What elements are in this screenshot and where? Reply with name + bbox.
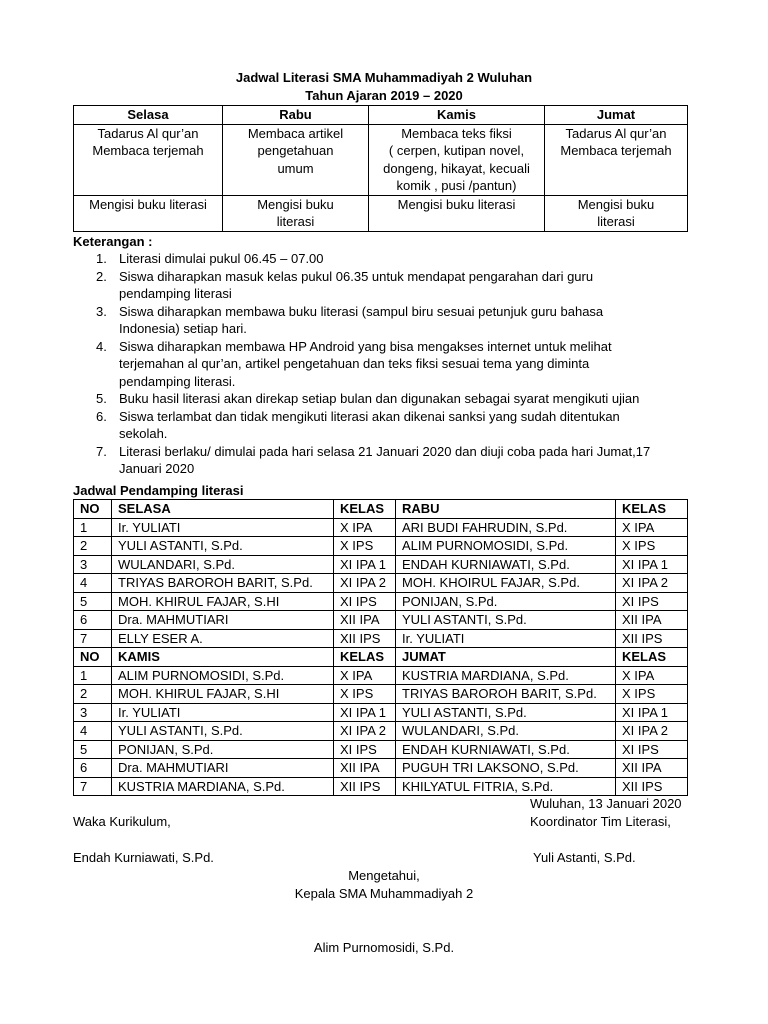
activity-cell bbox=[74, 124, 223, 195]
table-cell: XII IPS bbox=[334, 629, 396, 648]
activity-line: Tadarus Al qur’an bbox=[565, 125, 667, 141]
activity-line: literasi bbox=[597, 214, 635, 229]
table-row bbox=[74, 518, 688, 537]
table-cell: KHILYATUL FITRIA, S.Pd. bbox=[396, 777, 616, 796]
right-signer-name: Yuli Astanti, S.Pd. bbox=[533, 850, 636, 865]
column-header: RABU bbox=[396, 500, 616, 519]
schedule-activity-row bbox=[74, 195, 688, 231]
notes-heading: Keterangan : bbox=[73, 234, 153, 249]
table-cell: Dra. MAHMUTIARI bbox=[112, 611, 334, 630]
table-cell: 6 bbox=[74, 611, 112, 630]
table-cell: 6 bbox=[74, 759, 112, 778]
note-line: Buku hasil literasi akan direkap setiap bulan dan digunakan sebagai syarat mengikuti ujian bbox=[119, 391, 640, 406]
day-header: Jumat bbox=[545, 106, 688, 125]
notes-list bbox=[96, 250, 710, 478]
table-row bbox=[74, 740, 688, 759]
table-cell: X IPS bbox=[334, 537, 396, 556]
note-line: Januari 2020 bbox=[119, 461, 195, 476]
table-cell: X IPS bbox=[616, 537, 688, 556]
table-cell: ENDAH KURNIAWATI, S.Pd. bbox=[396, 740, 616, 759]
table-cell: KUSTRIA MARDIANA, S.Pd. bbox=[396, 666, 616, 685]
table-cell: Ir. YULIATI bbox=[396, 629, 616, 648]
table-cell: ARI BUDI FAHRUDIN, S.Pd. bbox=[396, 518, 616, 537]
table-cell: XI IPA 1 bbox=[334, 703, 396, 722]
column-header: KELAS bbox=[616, 500, 688, 519]
table-header-row bbox=[74, 648, 688, 667]
activity-line: dongeng, hikayat, kecuali bbox=[383, 160, 530, 176]
column-header: SELASA bbox=[112, 500, 334, 519]
table-cell: XI IPA 2 bbox=[334, 722, 396, 741]
principal-name: Alim Purnomosidi, S.Pd. bbox=[313, 940, 455, 955]
table-cell: KUSTRIA MARDIANA, S.Pd. bbox=[112, 777, 334, 796]
left-signer-name: Endah Kurniawati, S.Pd. bbox=[73, 850, 214, 865]
table-cell: X IPA bbox=[334, 666, 396, 685]
column-header: KELAS bbox=[334, 500, 396, 519]
table-cell: YULI ASTANTI, S.Pd. bbox=[396, 703, 616, 722]
table-cell: X IPA bbox=[616, 518, 688, 537]
activity-line: Membaca teks fiksi bbox=[401, 125, 512, 141]
table-cell: XI IPA 2 bbox=[616, 722, 688, 741]
principal-role: Kepala SMA Muhammadiyah 2 bbox=[294, 886, 474, 901]
table-cell: YULI ASTANTI, S.Pd. bbox=[396, 611, 616, 630]
table-cell: XII IPA bbox=[334, 759, 396, 778]
column-header: JUMAT bbox=[396, 648, 616, 667]
note-line: pendamping literasi. bbox=[119, 373, 236, 389]
table-cell: YULI ASTANTI, S.Pd. bbox=[112, 722, 334, 741]
note-number: 1. bbox=[96, 251, 107, 266]
activity-cell bbox=[223, 124, 369, 195]
table-row bbox=[74, 629, 688, 648]
schedule-header-row bbox=[74, 106, 688, 125]
note-line: Siswa diharapkan membawa buku literasi (sampul biru sesuai petunjuk guru bahasa bbox=[119, 303, 604, 319]
schedule-activity-row bbox=[74, 124, 688, 195]
activity-line: Membaca terjemah bbox=[92, 143, 204, 158]
table-cell: 1 bbox=[74, 518, 112, 537]
table-cell: TRIYAS BAROROH BARIT, S.Pd. bbox=[396, 685, 616, 704]
table-cell: XI IPA 1 bbox=[616, 703, 688, 722]
right-signer-role: Koordinator Tim Literasi, bbox=[530, 814, 671, 829]
table-cell: 5 bbox=[74, 592, 112, 611]
table-cell: 4 bbox=[74, 574, 112, 593]
table-cell: TRIYAS BAROROH BARIT, S.Pd. bbox=[112, 574, 334, 593]
table-cell: MOH. KHIRUL FAJAR, S.HI bbox=[112, 685, 334, 704]
table-cell: 7 bbox=[74, 777, 112, 796]
activity-cell bbox=[74, 195, 223, 231]
table-cell: ALIM PURNOMOSIDI, S.Pd. bbox=[112, 666, 334, 685]
note-number: 2. bbox=[96, 268, 107, 284]
note-item bbox=[96, 390, 710, 408]
activity-cell bbox=[369, 124, 545, 195]
activity-line: Membaca terjemah bbox=[560, 143, 672, 158]
table-cell: 3 bbox=[74, 555, 112, 574]
activity-line: komik , pusi /pantun) bbox=[396, 178, 517, 193]
table-cell: PONIJAN, S.Pd. bbox=[112, 740, 334, 759]
acknowledged-label: Mengetahui, bbox=[348, 868, 420, 883]
activity-line: pengetahuan bbox=[257, 143, 334, 158]
table-cell: XI IPS bbox=[616, 740, 688, 759]
activity-cell bbox=[369, 195, 545, 231]
note-item bbox=[96, 408, 710, 443]
companion-schedule-table bbox=[73, 499, 688, 796]
table-row bbox=[74, 592, 688, 611]
note-number: 5. bbox=[96, 391, 107, 406]
activity-cell bbox=[223, 195, 369, 231]
table-cell: X IPA bbox=[334, 518, 396, 537]
table-cell: MOH. KHOIRUL FAJAR, S.Pd. bbox=[396, 574, 616, 593]
table-cell: YULI ASTANTI, S.Pd. bbox=[112, 537, 334, 556]
table-cell: Ir. YULIATI bbox=[112, 703, 334, 722]
activity-line: umum bbox=[277, 160, 314, 176]
table-cell: ELLY ESER A. bbox=[112, 629, 334, 648]
note-item bbox=[96, 443, 710, 478]
table-cell: 1 bbox=[74, 666, 112, 685]
note-line: Siswa diharapkan masuk kelas pukul 06.35 untuk mendapat pengarahan dari guru bbox=[119, 268, 594, 284]
table-row bbox=[74, 611, 688, 630]
column-header: KAMIS bbox=[112, 648, 334, 667]
table-cell: ENDAH KURNIAWATI, S.Pd. bbox=[396, 555, 616, 574]
table-cell: XI IPS bbox=[334, 740, 396, 759]
literacy-schedule-table bbox=[73, 105, 688, 232]
note-line: Literasi dimulai pukul 06.45 – 07.00 bbox=[119, 251, 324, 266]
note-item bbox=[96, 268, 710, 303]
place-date: Wuluhan, 13 Januari 2020 bbox=[530, 796, 682, 811]
table-cell: Ir. YULIATI bbox=[112, 518, 334, 537]
note-item bbox=[96, 303, 710, 338]
column-header: NO bbox=[74, 500, 112, 519]
note-line: Siswa terlambat dan tidak mengikuti literasi akan dikenai sanksi yang sudah ditentukan bbox=[119, 408, 620, 424]
table-cell: 2 bbox=[74, 537, 112, 556]
table-cell: XII IPA bbox=[334, 611, 396, 630]
activity-line: ( cerpen, kutipan novel, bbox=[388, 143, 525, 158]
table-cell: XI IPA 1 bbox=[334, 555, 396, 574]
table-cell: XI IPA 2 bbox=[334, 574, 396, 593]
table-row bbox=[74, 759, 688, 778]
table-cell: XI IPS bbox=[334, 592, 396, 611]
note-item bbox=[96, 338, 710, 391]
activity-line: Mengisi buku literasi bbox=[397, 196, 516, 212]
activity-cell bbox=[545, 124, 688, 195]
activity-line: Mengisi buku bbox=[577, 196, 655, 212]
table-row bbox=[74, 703, 688, 722]
note-line: sekolah. bbox=[119, 426, 168, 441]
table-cell: XII IPS bbox=[616, 629, 688, 648]
note-line: pendamping literasi bbox=[119, 286, 232, 301]
table-cell: 2 bbox=[74, 685, 112, 704]
academic-year: Tahun Ajaran 2019 – 2020 bbox=[305, 88, 463, 103]
table-header-row bbox=[74, 500, 688, 519]
note-number: 6. bbox=[96, 408, 107, 424]
day-header: Rabu bbox=[223, 106, 369, 125]
table-cell: MOH. KHIRUL FAJAR, S.HI bbox=[112, 592, 334, 611]
activity-cell bbox=[545, 195, 688, 231]
table-cell: Dra. MAHMUTIARI bbox=[112, 759, 334, 778]
note-line: Siswa diharapkan membawa HP Android yang bisa mengakses internet untuk melihat bbox=[119, 338, 612, 354]
activity-line: Membaca artikel bbox=[247, 125, 344, 141]
table-row bbox=[74, 666, 688, 685]
table-cell: XI IPA 1 bbox=[616, 555, 688, 574]
table-cell: 5 bbox=[74, 740, 112, 759]
note-line: Literasi berlaku/ dimulai pada hari selasa 21 Januari 2020 dan diuji coba pada hari Jumat,17 bbox=[119, 443, 651, 459]
table-cell: PONIJAN, S.Pd. bbox=[396, 592, 616, 611]
table-cell: X IPS bbox=[616, 685, 688, 704]
table-row bbox=[74, 685, 688, 704]
document-title: Jadwal Literasi SMA Muhammadiyah 2 Wuluhan bbox=[235, 70, 533, 85]
note-number: 7. bbox=[96, 443, 107, 459]
table-cell: ALIM PURNOMOSIDI, S.Pd. bbox=[396, 537, 616, 556]
day-header: Kamis bbox=[369, 106, 545, 125]
note-line: terjemahan al qur’an, artikel pengetahuan dan teks fiksi sesuai tema yang diminta bbox=[119, 356, 590, 371]
table-cell: XI IPA 2 bbox=[616, 574, 688, 593]
table-cell: XII IPA bbox=[616, 759, 688, 778]
column-header: NO bbox=[74, 648, 112, 667]
note-line: Indonesia) setiap hari. bbox=[119, 321, 247, 336]
table-cell: XII IPS bbox=[616, 777, 688, 796]
activity-line: Mengisi buku bbox=[257, 196, 334, 212]
table-cell: WULANDARI, S.Pd. bbox=[396, 722, 616, 741]
activity-line: Mengisi buku literasi bbox=[89, 196, 207, 212]
table-row bbox=[74, 537, 688, 556]
table-row bbox=[74, 574, 688, 593]
left-signer-role: Waka Kurikulum, bbox=[73, 814, 171, 829]
table-cell: PUGUH TRI LAKSONO, S.Pd. bbox=[396, 759, 616, 778]
column-header: KELAS bbox=[334, 648, 396, 667]
table-cell: 4 bbox=[74, 722, 112, 741]
activity-line: literasi bbox=[276, 214, 315, 229]
table-cell: 7 bbox=[74, 629, 112, 648]
table-cell: X IPA bbox=[616, 666, 688, 685]
table-row bbox=[74, 555, 688, 574]
companion-schedule-heading: Jadwal Pendamping literasi bbox=[73, 483, 244, 498]
table-row bbox=[74, 722, 688, 741]
table-cell: WULANDARI, S.Pd. bbox=[112, 555, 334, 574]
day-header: Selasa bbox=[74, 106, 223, 125]
note-item bbox=[96, 250, 710, 268]
activity-line: Tadarus Al qur’an bbox=[97, 125, 199, 141]
note-number: 3. bbox=[96, 303, 107, 319]
note-number: 4. bbox=[96, 338, 107, 354]
table-cell: XI IPS bbox=[616, 592, 688, 611]
table-cell: XII IPS bbox=[334, 777, 396, 796]
table-row bbox=[74, 777, 688, 796]
table-cell: X IPS bbox=[334, 685, 396, 704]
table-cell: XII IPA bbox=[616, 611, 688, 630]
column-header: KELAS bbox=[616, 648, 688, 667]
table-cell: 3 bbox=[74, 703, 112, 722]
